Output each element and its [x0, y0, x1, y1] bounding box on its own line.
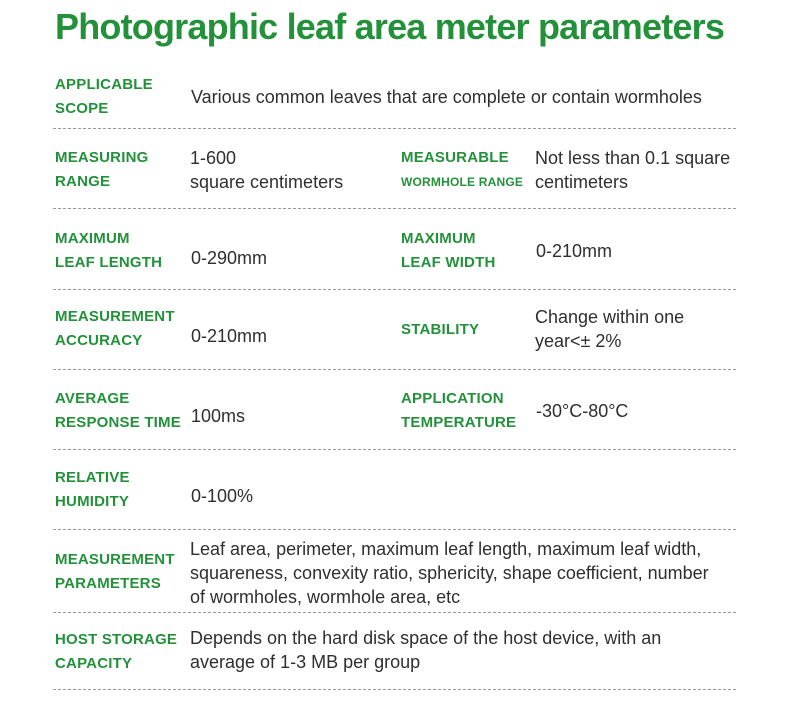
row-divider — [53, 208, 736, 209]
label-application-temperature: APPLICATION TEMPERATURE — [401, 390, 517, 431]
label-host-storage-capacity: HOST STORAGE CAPACITY — [55, 631, 178, 672]
label-measurement-accuracy: MEASUREMENT ACCURACY — [55, 308, 175, 349]
row-divider — [53, 689, 736, 690]
label-measurement-parameters: MEASUREMENT PARAMETERS — [55, 551, 175, 592]
row-divider — [53, 612, 736, 613]
row-divider — [53, 449, 736, 450]
label-measurable-wormhole-range: MEASURABLE WORMHOLE RANGE — [401, 149, 524, 189]
label-average-response-time: AVERAGE RESPONSE TIME — [55, 390, 181, 431]
row-divider — [53, 289, 736, 290]
value-host-storage-capacity: Depends on the hard disk space of the host device, with an average of 1-3 MB per group — [190, 628, 662, 672]
value-measurement-parameters: Leaf area, perimeter, maximum leaf length, maximum leaf width, squareness, convexity ratio, sphericity, shape coefficient, number of wormholes, wormhole area, etc — [190, 539, 709, 607]
value-maximum-leaf-width: 0-210mm — [536, 241, 613, 261]
value-application-temperature: -30°C-80°C — [536, 401, 629, 421]
value-relative-humidity: 0-100% — [191, 486, 254, 506]
value-measurement-accuracy: 0-210mm — [191, 326, 268, 346]
page-title: Photographic leaf area meter parameters — [55, 6, 725, 47]
value-maximum-leaf-length: 0-290mm — [191, 248, 268, 268]
label-maximum-leaf-length: MAXIMUM LEAF LENGTH — [55, 230, 163, 271]
value-average-response-time: 100ms — [191, 406, 246, 426]
row-divider — [53, 128, 736, 129]
value-measurable-wormhole-range: Not less than 0.1 square centimeters — [535, 148, 731, 192]
row-divider — [53, 369, 736, 370]
label-stability: STABILITY — [401, 321, 480, 338]
value-applicable-scope: Various common leaves that are complete or contain wormholes — [191, 87, 702, 107]
row-divider — [53, 529, 736, 530]
label-maximum-leaf-width: MAXIMUM LEAF WIDTH — [401, 230, 496, 271]
label-measuring-range: MEASURING RANGE — [55, 149, 149, 190]
label-applicable-scope: APPLICABLE SCOPE — [55, 76, 153, 117]
value-measuring-range: 1-600 square centimeters — [190, 148, 344, 192]
value-stability: Change within one year<± 2% — [535, 307, 685, 351]
label-relative-humidity: RELATIVE HUMIDITY — [55, 469, 130, 510]
